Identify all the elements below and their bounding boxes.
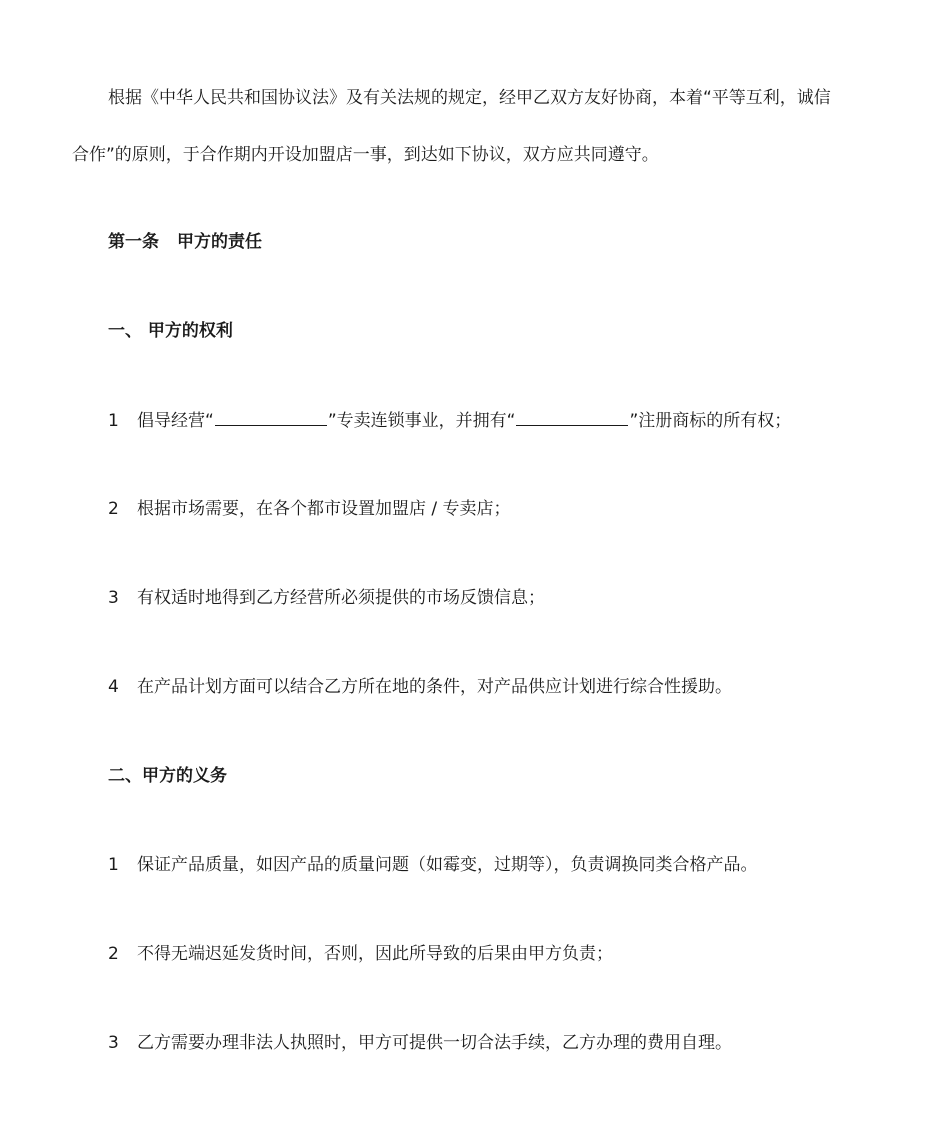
- item-text: 在产品计划方面可以结合乙方所在地的条件，对产品供应计划进行综合性援助。: [137, 677, 732, 697]
- item-text: 不得无端迟延发货时间，否则，因此所导致的后果由甲方负责；: [137, 944, 613, 964]
- rights-item-3: [108, 586, 545, 610]
- item-text: 乙方需要办理非法人执照时，甲方可提供一切合法手续，乙方办理的费用自理。: [137, 1033, 732, 1053]
- intro-paragraph-line-1: 根据《中华人民共和国协议法》及有关法规的规定，经甲乙双方友好协商，本着“平等互利，诚信: [108, 88, 831, 108]
- item-number: 4: [108, 677, 119, 697]
- item-number: 2: [108, 944, 119, 964]
- item-text-part-2: ”专卖连锁事业，并拥有“: [327, 411, 516, 431]
- rights-item-1: [108, 408, 791, 433]
- article-1-number: 第一条: [108, 232, 159, 252]
- rights-item-4: [108, 675, 732, 699]
- fill-in-blank-brand-business[interactable]: [215, 408, 327, 426]
- intro-paragraph-line-2: 合作”的原则，于合作期内开设加盟店一事，到达如下协议，双方应共同遵守。: [72, 145, 659, 165]
- item-text: 有权适时地得到乙方经营所必须提供的市场反馈信息；: [137, 588, 545, 608]
- item-number: 1: [108, 411, 119, 431]
- fill-in-blank-trademark[interactable]: [516, 408, 628, 426]
- rights-item-2: [108, 497, 511, 521]
- article-1-title: 甲方的责任: [177, 232, 262, 252]
- item-number: 3: [108, 588, 119, 608]
- item-number: 3: [108, 1033, 119, 1053]
- item-number: 2: [108, 499, 119, 519]
- section-duties-heading: 二、甲方的义务: [108, 766, 227, 786]
- item-text: 根据市场需要，在各个都市设置加盟店 / 专卖店；: [137, 499, 511, 519]
- duties-item-3: [108, 1031, 732, 1055]
- item-text-part-3: ”注册商标的所有权；: [629, 411, 792, 431]
- section-rights-heading: 一、 甲方的权利: [108, 321, 233, 341]
- item-number: 1: [108, 855, 119, 875]
- duties-item-2: [108, 942, 613, 966]
- duties-item-1: [108, 853, 758, 877]
- article-1-heading: [108, 230, 262, 254]
- item-text-part-1: 倡导经营“: [137, 411, 214, 431]
- item-text: 保证产品质量，如因产品的质量问题（如霉变，过期等），负责调换同类合格产品。: [137, 855, 758, 875]
